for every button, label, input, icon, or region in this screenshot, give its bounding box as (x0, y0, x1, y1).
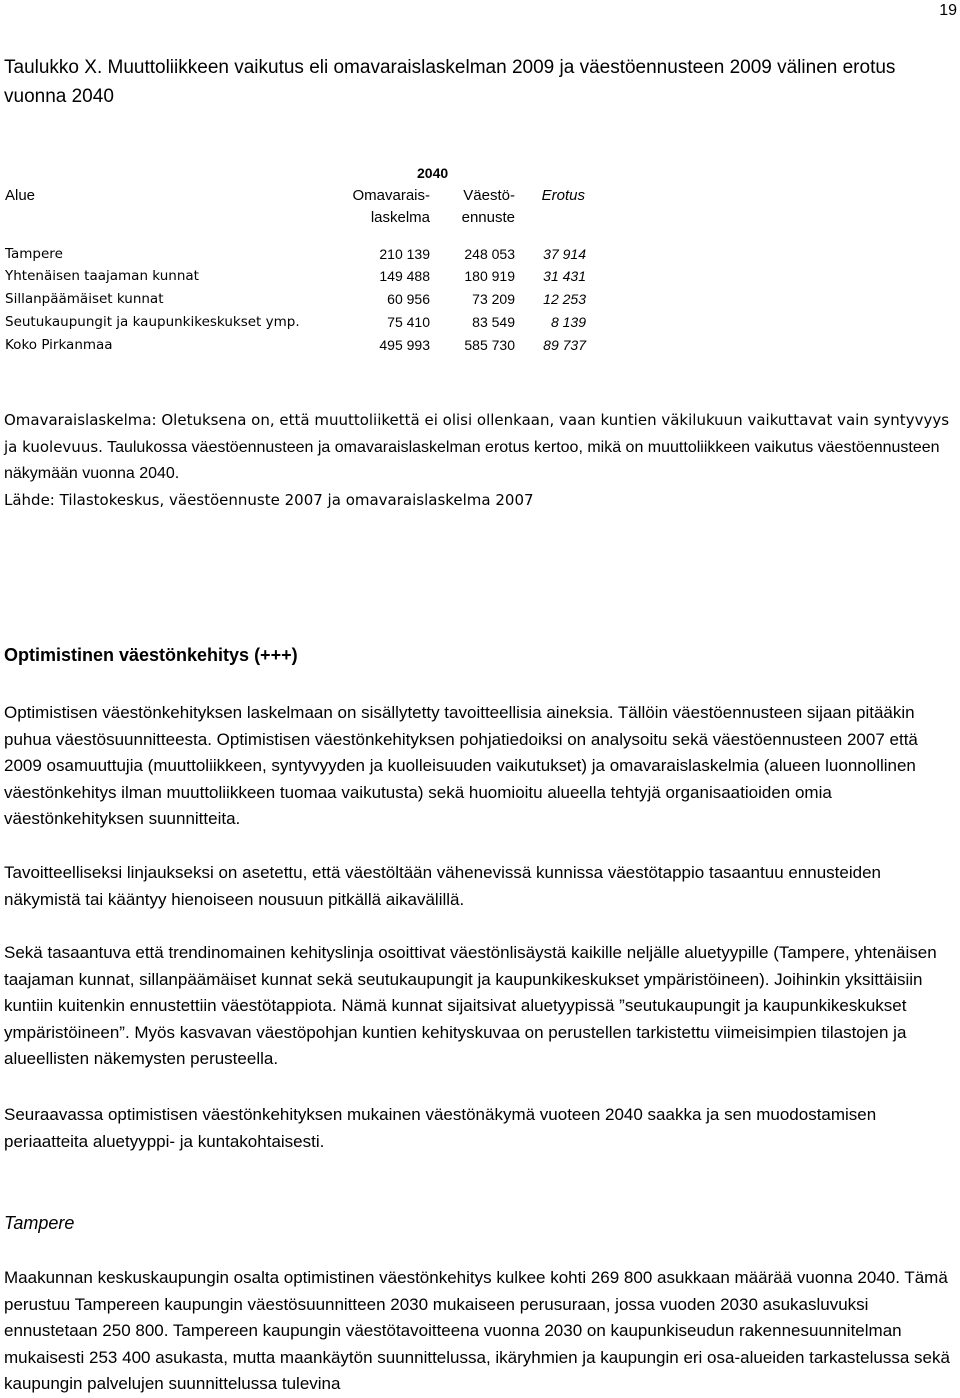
row-erotus: 37 914 (543, 246, 586, 262)
paragraph-text: Sekä tasaantuva että trendinomainen kehityslinja osoittivat väestönlisäystä kaikille neljälle aluetyypille (Tampere, yhtenäisen taajaman kunnat, sillanpäämäiset kunnat sekä seutukaupungit ja kaupunkikeskukset ympäristöineen). Joihinkin yksittäisiin kuntiin kuitenkin ennustettiin väestötappiota. Nämä kunnat sijaitsivat aluetyypissä ”seutukaupungit ja kaupunkikeskukset ympäristöineen”. Myös kasvavan väestöpohjan kuntien kehityskuvaa on perustellen tarkistettu viimeisimpien tilastojen ja alueellisten näkemysten perusteella. (4, 943, 937, 1068)
paragraph-text: Maakunnan keskuskaupungin osalta optimistinen väestönkehitys kulkee kohti 269 800 asukkaan määrää vuonna 2040. Tämä perustuu Tampereen kaupungin väestösuunnitteen 2030 mukaiseen perusuraan, jossa vuoden 2030 asukasluvuksi ennustetaan 250 800. Tampereen kaupungin väestötavoitteena vuonna 2030 on kaupunkiseudun rakennesuunnitelman mukaisesti 253 400 asukasta, mutta maankäytön suunnittelussa, ikäryhmien ja kaupungin eri osa-alueiden tarkastelussa sekä kaupungin palvelujen suunnittelussa tulevina (4, 1268, 950, 1393)
paragraph-2 (4, 860, 954, 913)
year-header: 2040 (417, 165, 449, 181)
row-omavarais: 60 956 (387, 291, 430, 307)
row-area: Seutukaupungit ja kaupunkikeskukset ymp. (5, 314, 300, 330)
row-area: Yhtenäisen taajaman kunnat (5, 268, 199, 284)
data-table (0, 0, 600, 360)
column-header-vaesto-1: Väestö- (463, 187, 515, 204)
note-paragraph (4, 407, 949, 487)
paragraph-1 (4, 700, 954, 833)
row-area: Tampere (5, 246, 63, 262)
paragraph-4 (4, 1102, 954, 1155)
table-row (0, 288, 600, 311)
row-area: Koko Pirkanmaa (5, 337, 113, 353)
column-header-area: Alue (5, 187, 36, 204)
paragraph-3 (4, 940, 954, 1073)
row-area: Sillanpäämäiset kunnat (5, 291, 164, 307)
row-omavarais: 75 410 (387, 314, 430, 330)
column-header-omavarais-1: Omavarais- (352, 187, 430, 204)
row-ennuste: 73 209 (472, 291, 515, 307)
paragraph-text: Optimistisen väestönkehityksen laskelmaan on sisällytetty tavoitteellisia aineksia. Tällöin väestöennusteen sijaan pitääkin puhua väestösuunnitteesta. Optimistisen väestönkehityksen pohjatiedoiksi on analysoitu sekä väestöennusteen 2007 että 2009 osamuuttujia (muuttoliikkeen, syntyvyyden ja kuolleisuuden vaikutukset) ja omavaraislaskelmia (alueen luonnollinen väestönkehitys ilman muuttoliikkeen tuomaa vaikutusta) sekä huomioitu alueella tehtyjä organisaatioiden omia väestönkehityksen suunnitteita. (4, 703, 918, 828)
table-note (4, 407, 949, 513)
column-header-vaesto-2: ennuste (461, 209, 515, 226)
paragraph-5 (4, 1265, 954, 1398)
note-explanation: Taulukossa väestöennusteen ja omavaraislaskelman erotus kertoo, mikä on muuttoliikkeen vaikutus väestöennusteen näkymään vuonna 2040. (4, 439, 940, 482)
row-omavarais: 495 993 (379, 337, 430, 353)
subheading-tampere: Tampere (4, 1213, 75, 1233)
table-title: Taulukko X. Muuttoliikkeen vaikutus eli omavaraislaskelman 2009 ja väestöennusteen 2009 välinen erotus vuonna 2040 (4, 57, 896, 107)
paragraph-text: Tavoitteelliseksi linjaukseksi on asetettu, että väestöltään vähenevissä kunnissa väestötappio tasaantuu ennusteiden näkymistä tai kääntyy hienoiseen nousuun pitkällä aikavälillä. (4, 863, 882, 909)
row-erotus: 8 139 (550, 314, 586, 330)
row-omavarais: 149 488 (379, 268, 430, 284)
row-erotus: 12 253 (543, 291, 586, 307)
table-row (0, 311, 600, 334)
row-ennuste: 83 549 (472, 314, 515, 330)
table-row (0, 243, 600, 266)
table-row (0, 334, 600, 357)
row-ennuste: 248 053 (464, 246, 515, 262)
note-source: Lähde: Tilastokeskus, väestöennuste 2007 ja omavaraislaskelma 2007 (4, 491, 534, 509)
row-omavarais: 210 139 (379, 246, 430, 262)
column-header-omavarais-2: laskelma (370, 209, 430, 226)
row-ennuste: 585 730 (464, 337, 515, 353)
page-number: 19 (939, 2, 957, 19)
paragraph-text: Seuraavassa optimistisen väestönkehityksen mukainen väestönäkymä vuoteen 2040 saakka ja sen muodostamisen periaatteita aluetyyppi- ja kuntakohtaisesti. (4, 1105, 877, 1151)
section-heading: Optimistinen väestönkehitys (+++) (4, 645, 298, 665)
column-header-erotus: Erotus (541, 187, 585, 204)
row-ennuste: 180 919 (464, 268, 515, 284)
note-definition: Omavaraislaskelma: Oletuksena on, että muuttoliikettä ei olisi ollenkaan, vaan kuntien väkilukuun vaikuttavat vain syntyvyys ja kuolevuus. (4, 411, 950, 456)
table-row (0, 265, 600, 288)
row-erotus: 89 737 (543, 337, 586, 353)
row-erotus: 31 431 (543, 268, 586, 284)
